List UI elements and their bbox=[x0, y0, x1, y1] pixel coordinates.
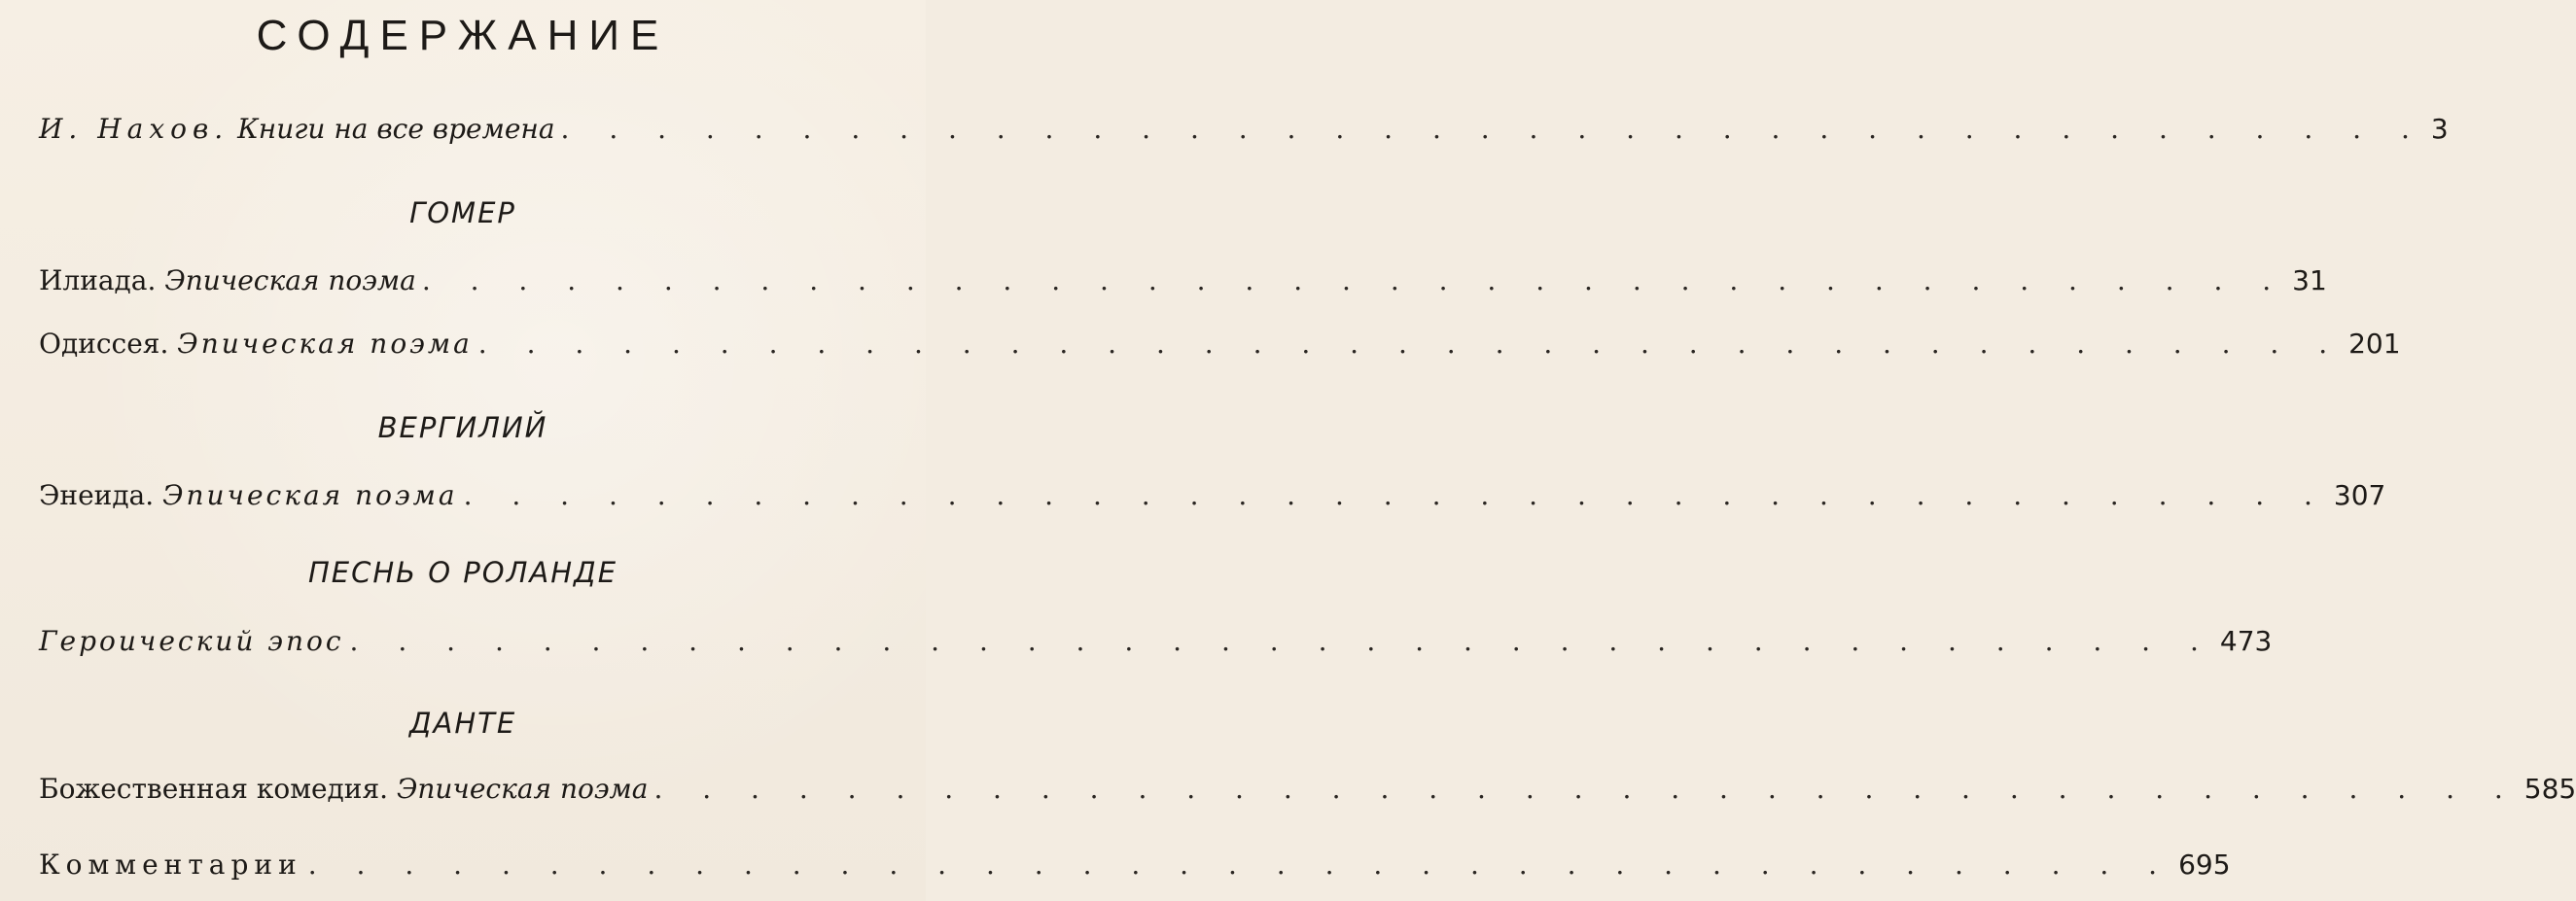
entry-label bbox=[39, 328, 473, 360]
entry-page: 585 bbox=[2523, 773, 2576, 805]
entry-label bbox=[39, 773, 648, 805]
dot-leader: . . . . . . . . . . . . . . . . . . . . . . . . . . . . . . . . . . . . . . . bbox=[307, 849, 2173, 881]
entry-title: Одиссея. bbox=[39, 328, 169, 360]
dot-leader: . . . . . . . . . . . . . . . . . . . . . . . . . . . . . . . . . . . . . . . bbox=[463, 479, 2328, 511]
entry-label bbox=[39, 264, 416, 296]
entry-label bbox=[39, 849, 302, 881]
entry-title: Комментарии bbox=[39, 849, 302, 881]
dot-leader: . . . . . . . . . . . . . . . . . . . . . . . . . . . . . . . . . . . . . . . bbox=[477, 328, 2344, 360]
section-heading-dante: ДАНТЕ bbox=[408, 707, 517, 740]
section-heading-roland: ПЕСНЬ О РОЛАНДЕ bbox=[307, 556, 618, 589]
dot-leader: . . . . . . . . . . . . . . . . . . . . . . . . . . . . . . . . . . . . . . . bbox=[653, 773, 2519, 805]
toc-entry-odyssey[interactable] bbox=[39, 328, 2401, 366]
entry-title: Книги на все времена bbox=[237, 113, 555, 145]
toc-entry-iliad[interactable] bbox=[39, 264, 2327, 303]
entry-author: И. Нахов. bbox=[39, 113, 229, 145]
entry-subtitle: Эпическая поэма bbox=[396, 773, 649, 805]
entry-title: Илиада. bbox=[39, 264, 157, 296]
page-title: СОДЕРЖАНИЕ bbox=[256, 12, 670, 59]
dot-leader: . . . . . . . . . . . . . . . . . . . . . . . . . . . . . . . . . . . . . . . bbox=[421, 264, 2287, 296]
dot-leader: . . . . . . . . . . . . . . . . . . . . . . . . . . . . . . . . . . . . . . . bbox=[560, 113, 2425, 145]
toc-entry-aeneid[interactable] bbox=[39, 479, 2386, 518]
entry-page: 3 bbox=[2430, 113, 2449, 145]
entry-subtitle: Героический эпос bbox=[39, 625, 344, 657]
entry-subtitle: Эпическая поэма bbox=[177, 328, 473, 360]
entry-page: 31 bbox=[2292, 264, 2327, 296]
entry-subtitle: Эпическая поэма bbox=[164, 264, 416, 296]
entry-subtitle: Эпическая поэма bbox=[162, 479, 458, 511]
entry-label bbox=[39, 625, 344, 657]
section-heading-homer: ГОМЕР bbox=[409, 196, 516, 229]
toc-entry-commentary[interactable] bbox=[39, 849, 2231, 887]
entry-label bbox=[39, 479, 458, 511]
entry-title: Божественная комедия. bbox=[39, 773, 389, 805]
entry-page: 695 bbox=[2178, 849, 2231, 881]
toc-entry-divine-comedy[interactable] bbox=[39, 773, 2576, 812]
entry-title: Энеида. bbox=[39, 479, 155, 511]
entry-page: 201 bbox=[2348, 328, 2401, 360]
entry-page: 307 bbox=[2333, 479, 2386, 511]
dot-leader: . . . . . . . . . . . . . . . . . . . . . . . . . . . . . . . . . . . . . . . bbox=[349, 625, 2214, 657]
toc-entry-intro[interactable] bbox=[39, 113, 2449, 152]
toc-entry-heroic-epic[interactable] bbox=[39, 625, 2273, 664]
entry-label bbox=[39, 113, 555, 145]
section-heading-virgil: ВЕРГИЛИЙ bbox=[377, 411, 548, 444]
entry-page: 473 bbox=[2219, 625, 2273, 657]
